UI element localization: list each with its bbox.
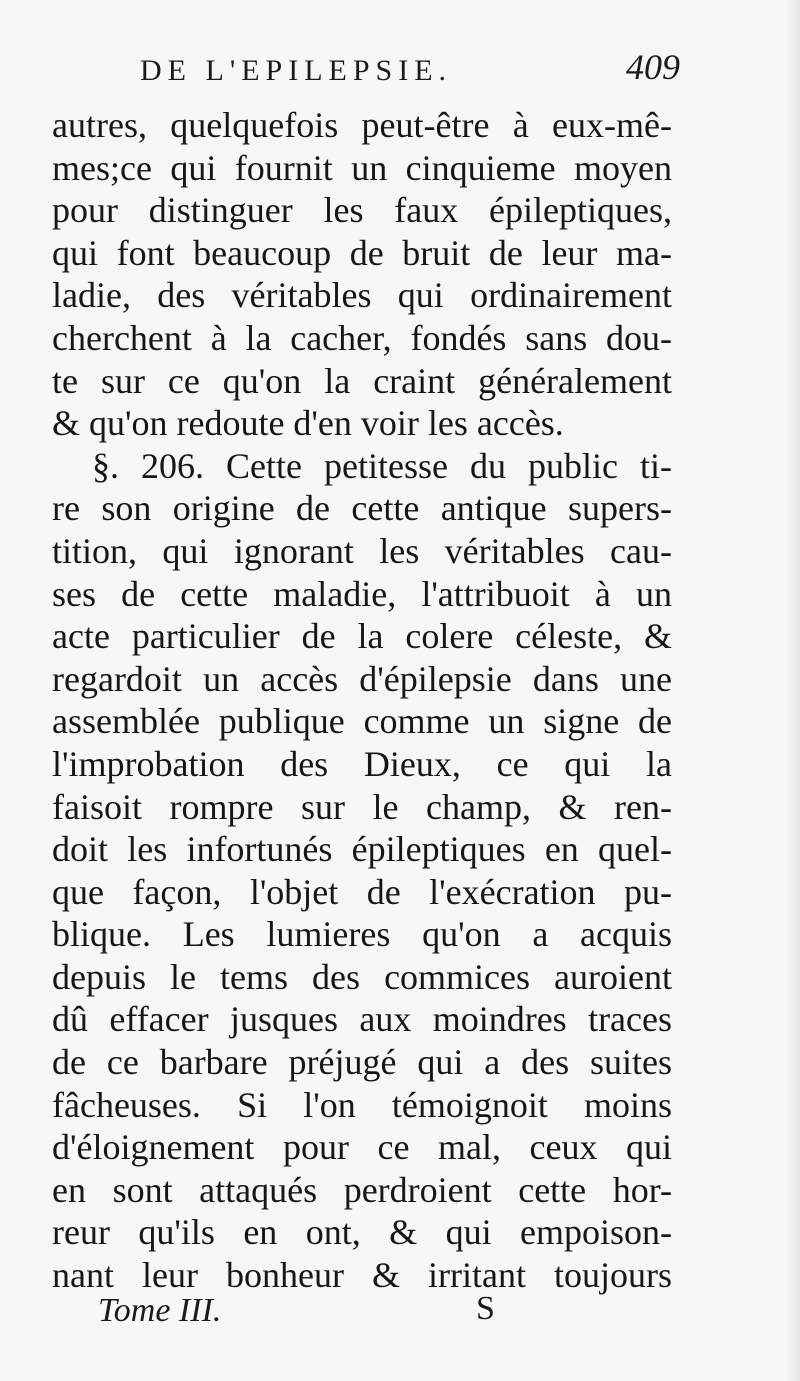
text-line: d'éloignement pour ce mal, ceux qui [52,1127,672,1168]
text-line: re son origine de cette antique supers- [52,488,672,529]
text-line: doit les infortunés épileptiques en quel- [52,829,672,870]
paragraph-start-line: §. 206. Cette petitesse du public ti- [92,445,672,486]
page-number: 409 [626,47,680,87]
text-line: te sur ce qu'on la craint généralement [52,360,672,401]
text-line: dû effacer jusques aux moindres traces [52,999,672,1040]
text-line: ladie, des véritables qui ordinairement [52,275,672,316]
text-line: regardoit un accès d'épilepsie dans une [52,658,672,699]
text-line: nant leur bonheur & irritant toujours [52,1255,672,1296]
page-edge-shadow [786,0,800,1381]
text-line: qui font beaucoup de bruit de leur ma- [52,232,672,273]
text-line: fâcheuses. Si l'on témoignoit moins [52,1084,672,1125]
running-title: DE L'EPILEPSIE. [140,54,453,87]
text-line: depuis le tems des commices auroient [52,956,672,997]
page-footer [98,1288,518,1338]
text-line: & qu'on redoute d'en voir les accès. [52,403,564,444]
text-line: que façon, l'objet de l'exécration pu- [52,871,672,912]
text-line: l'improbation des Dieux, ce qui la [52,743,672,784]
body-text [52,104,672,1297]
text-line: faisoit rompre sur le champ, & ren- [52,786,672,827]
text-line: en sont attaqués perdroient cette hor- [52,1169,672,1210]
signature-mark: S [476,1290,495,1327]
running-head [140,46,680,96]
text-line: ses de cette maladie, l'attribuoit à un [52,573,672,614]
text-line: pour distinguer les faux épileptiques, [52,190,672,231]
text-line: cherchent à la cacher, fondés sans dou- [52,317,672,358]
volume-label: Tome III. [98,1292,222,1329]
text-line: tition, qui ignorant les véritables cau- [52,530,672,571]
text-line: acte particulier de la colere céleste, & [52,616,672,657]
text-line: assemblée publique comme un signe de [52,701,672,742]
text-line: blique. Les lumieres qu'on a acquis [52,914,672,955]
text-line: autres, quelquefois peut-être à eux-mê- [52,105,672,145]
text-line: de ce barbare préjugé qui a des suites [52,1042,672,1083]
text-line: mes;ce qui fournit un cinquieme moyen [52,147,672,188]
text-line: reur qu'ils en ont, & qui empoison- [52,1212,672,1253]
